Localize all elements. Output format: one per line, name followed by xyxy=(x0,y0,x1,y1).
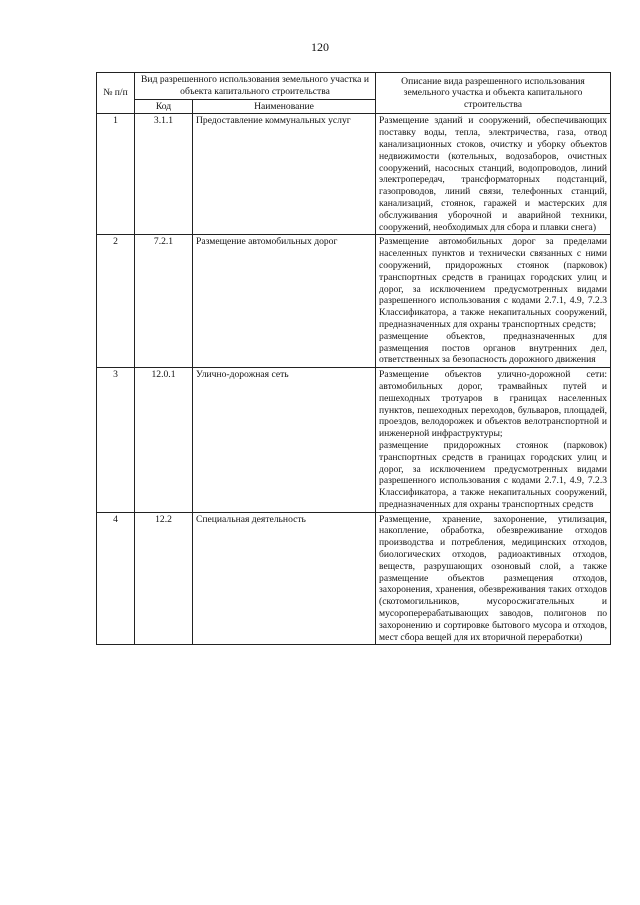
row-code: 12.2 xyxy=(135,512,193,645)
row-name: Размещение автомобильных дорог xyxy=(193,235,376,368)
header-num: № п/п xyxy=(97,73,135,114)
table-row xyxy=(97,114,611,235)
header-code: Код xyxy=(135,99,193,114)
page-number: 120 xyxy=(311,40,329,54)
permitted-use-table xyxy=(96,72,611,645)
row-code: 7.2.1 xyxy=(135,235,193,368)
table-row xyxy=(97,368,611,513)
row-description-text: Размещение автомобильных дорог за пределами населенных пунктов и технически связанных с ними сооружений, придорожных стоянок (парковок) транспортных средств в границах городских улиц и дорог, за исключением предусмотренных видами разрешенного использования с кодами 2.7.1, 4.9, 7.2.3 Классификатора, а также некапитальных сооружений, предназначенных для охраны транспортных средств; размещение объектов, предназначенных для размещения постов органов внутренних дел, ответственных за безопасность дорожного движения xyxy=(379,236,608,366)
row-description-text: Размещение объектов улично-дорожной сети: автомобильных дорог, трамвайных путей и пешеходных тротуаров в границах населенных пунктов, пешеходных переходов, бульваров, площадей, проездов, велодорожек и объектов велотранспортной и инженерной инфраструктуры; размещение придорожных стоянок (парковок) транспортных средств в границах городских улиц и дорог, за исключением предусмотренных видами разрешенного использования с кодами 2.7.1, 4.9, 7.2.3 Классификатора, а также некапитальных сооружений, предназначенных для охраны транспортных средств xyxy=(379,369,608,510)
table-row xyxy=(97,235,611,368)
row-name: Предоставление коммунальных услуг xyxy=(193,114,376,235)
table-row xyxy=(97,512,611,645)
row-name: Специальная деятельность xyxy=(193,512,376,645)
row-description xyxy=(376,368,611,513)
row-description-text: Размещение, хранение, захоронение, утилизация, накопление, обработка, обезвреживание отходов производства и потребления, медицинских отходов, биологических отходов, радиоактивных отходов, веществ, разрушающих озоновый слой, а также размещение объектов размещения отходов, захоронения, хранения, обезвреживания таких отходов (скотомогильников, мусоросжигательных и мусороперерабатывающих заводов, полигонов по захоронению и сортировке бытового мусора и отходов, мест сбора вещей для их вторичной переработки) xyxy=(379,513,608,643)
row-num: 4 xyxy=(97,512,135,645)
row-description-text: Размещение зданий и сооружений, обеспечивающих поставку воды, тепла, электричества, газа, отвод канализационных стоков, очистку и уборку объектов недвижимости (котельных, водозаборов, очистных сооружений, насосных станций, водопроводов, линий электропередач, трансформаторных подстанций, газопроводов, линий связи, телефонных станций, канализаций, стоянок, гаражей и мастерских для обслуживания уборочной и аварийной техники, сооружений, необходимых для сбора и плавки снега) xyxy=(379,115,608,233)
table-header-row xyxy=(97,73,611,100)
header-group: Вид разрешенного использования земельного участка и объекта капитального строительства xyxy=(135,73,376,100)
row-description xyxy=(376,235,611,368)
header-description: Описание вида разрешенного использования земельного участка и объекта капитального строительства xyxy=(376,73,611,114)
row-num: 2 xyxy=(97,235,135,368)
row-description xyxy=(376,512,611,645)
header-name: Наименование xyxy=(193,99,376,114)
row-code: 3.1.1 xyxy=(135,114,193,235)
row-code: 12.0.1 xyxy=(135,368,193,513)
row-num: 3 xyxy=(97,368,135,513)
row-name: Улично-дорожная сеть xyxy=(193,368,376,513)
row-description xyxy=(376,114,611,235)
row-num: 1 xyxy=(97,114,135,235)
